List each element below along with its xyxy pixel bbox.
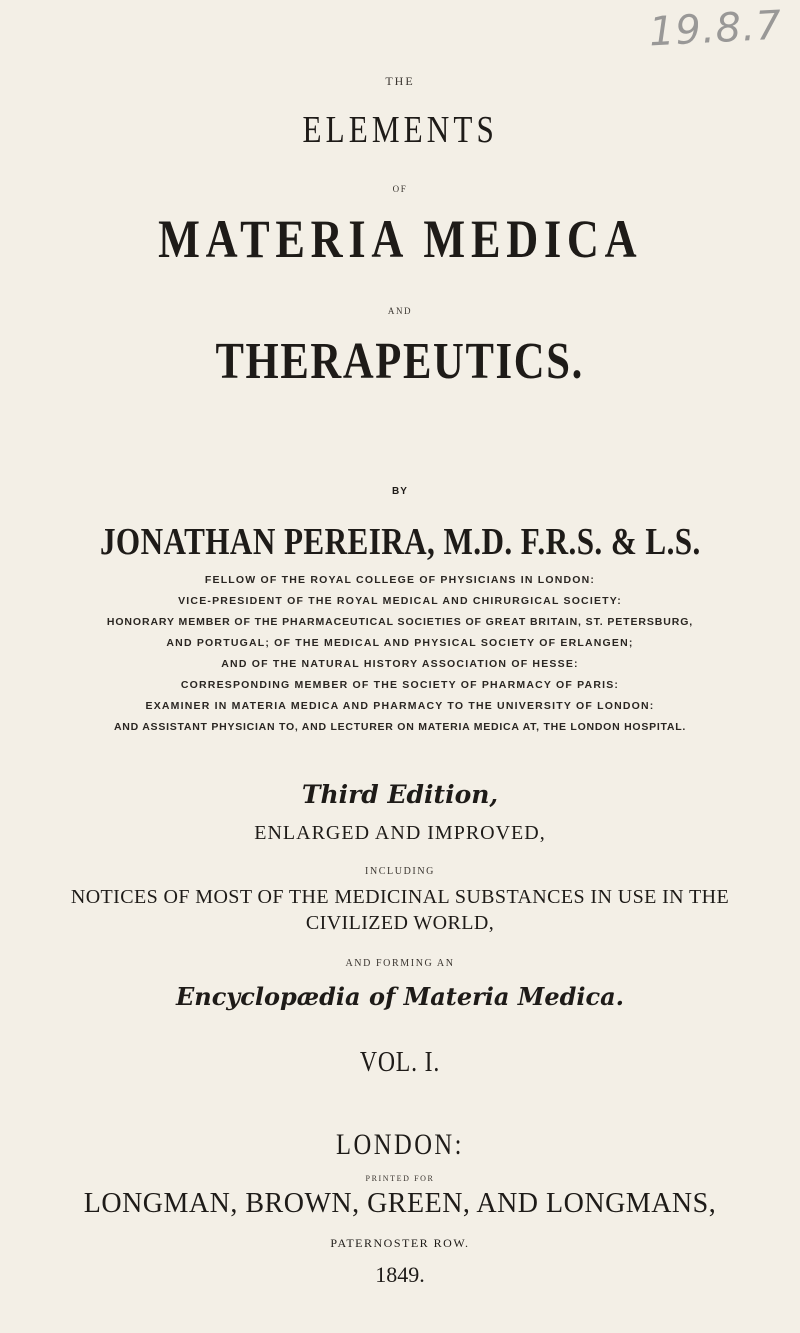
edition-label: Third Edition, [301, 780, 499, 809]
volume-label: VOL. I. [359, 1046, 441, 1078]
credential-line: AND OF THE NATURAL HISTORY ASSOCIATION OF HESSE: [221, 658, 579, 670]
enlarged-label: ENLARGED AND IMPROVED, [254, 822, 546, 844]
credential-line: VICE-PRESIDENT OF THE ROYAL MEDICAL AND CHIRURGICAL SOCIETY: [178, 595, 622, 607]
shelf-mark: 19.8.7 [647, 2, 784, 56]
title-elements: ELEMENTS [302, 109, 498, 151]
the-label: THE [385, 74, 415, 88]
and-forming-label: AND FORMING AN [345, 958, 455, 969]
credential-line: HONORARY MEMBER OF THE PHARMACEUTICAL SOCIETIES OF GREAT BRITAIN, ST. PETERSBURG, [106, 616, 694, 628]
credential-line: AND PORTUGAL; OF THE MEDICAL AND PHYSICAL SOCIETY OF ERLANGEN; [166, 637, 634, 649]
printed-for-label: PRINTED FOR [365, 1174, 435, 1183]
credential-line: AND ASSISTANT PHYSICIAN TO, AND LECTURER ON MATERIA MEDICA AT, THE LONDON HOSPITAL. [113, 721, 687, 733]
notices-line-2: CIVILIZED WORLD, [305, 912, 495, 934]
city-label: LONDON: [336, 1128, 464, 1161]
publication-year: 1849. [375, 1262, 425, 1287]
by-label: BY [392, 486, 408, 497]
publisher-address: PATERNOSTER ROW. [330, 1236, 470, 1250]
author-name: JONATHAN PEREIRA, M.D. F.R.S. & L.S. [99, 521, 701, 563]
credential-line: FELLOW OF THE ROYAL COLLEGE OF PHYSICIANS IN LONDON: [204, 574, 596, 586]
credential-line: CORRESPONDING MEMBER OF THE SOCIETY OF PHARMACY OF PARIS: [180, 679, 620, 691]
notices-line-1: NOTICES OF MOST OF THE MEDICINAL SUBSTANCES IN USE IN THE [70, 886, 730, 908]
title-therapeutics: THERAPEUTICS. [215, 333, 585, 390]
title-materia-medica: MATERIA MEDICA [157, 209, 643, 269]
publisher-name: LONGMAN, BROWN, GREEN, AND LONGMANS, [83, 1188, 717, 1219]
credential-line: EXAMINER IN MATERIA MEDICA AND PHARMACY TO THE UNIVERSITY OF LONDON: [145, 700, 655, 712]
and-label: AND [387, 306, 413, 316]
encyclopaedia-label: Encyclopædia of Materia Medica. [175, 982, 625, 1011]
of-label: OF [392, 184, 408, 194]
including-label: INCLUDING [365, 866, 435, 877]
